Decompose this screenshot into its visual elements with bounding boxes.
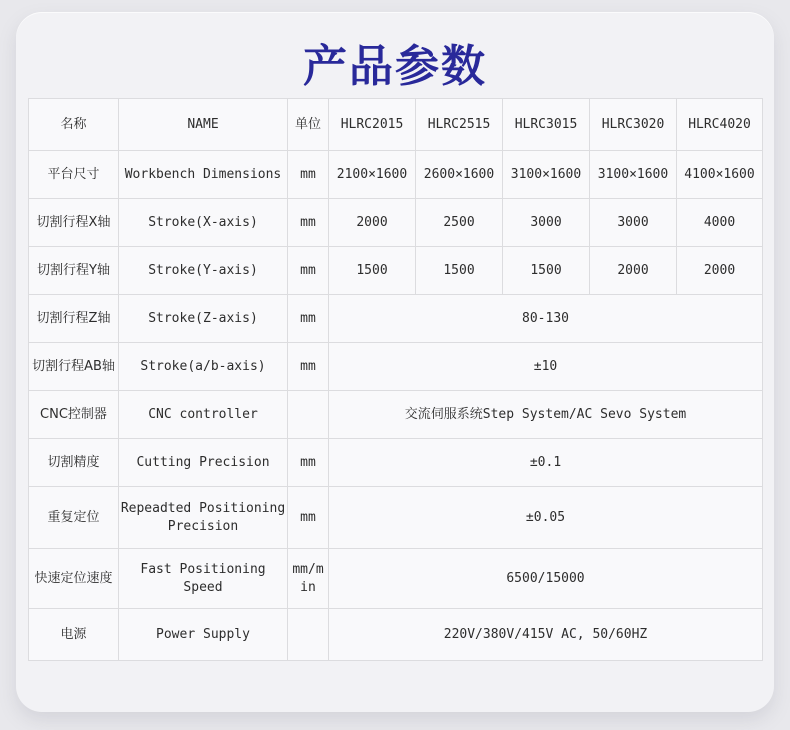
header-model-4: HLRC3020: [590, 99, 677, 151]
row-name-cn: 切割精度: [29, 439, 119, 487]
row-name-en: Fast Positioning Speed: [119, 549, 288, 609]
value-cell: 2000: [590, 247, 677, 295]
header-unit: 单位: [288, 99, 329, 151]
row-name-cn: 切割行程X轴: [29, 199, 119, 247]
row-name-cn: 切割行程AB轴: [29, 343, 119, 391]
row-name-en: Power Supply: [119, 609, 288, 661]
page-title: 产品参数: [303, 41, 487, 92]
row-unit: mm: [288, 439, 329, 487]
value-cell: 2600×1600: [416, 151, 503, 199]
row-unit: mm: [288, 343, 329, 391]
row-unit: [288, 609, 329, 661]
row-name-en: CNC controller: [119, 391, 288, 439]
row-unit: mm: [288, 487, 329, 549]
value-cell: 1500: [503, 247, 590, 295]
row-name-cn: 电源: [29, 609, 119, 661]
header-name-cn: 名称: [29, 99, 119, 151]
value-cell: 4100×1600: [677, 151, 763, 199]
row-unit: mm: [288, 199, 329, 247]
span-value-cell: ±10: [329, 343, 763, 391]
value-cell: 3100×1600: [590, 151, 677, 199]
span-value-cell: 220V/380V/415V AC, 50/60HZ: [329, 609, 763, 661]
value-cell: 2000: [677, 247, 763, 295]
table-row: [29, 549, 763, 609]
table-header-row: [29, 99, 763, 151]
table-row: [29, 609, 763, 661]
header-model-1: HLRC2015: [329, 99, 416, 151]
row-name-en: Stroke(X-axis): [119, 199, 288, 247]
header-name-en: NAME: [119, 99, 288, 151]
row-name-en: Workbench Dimensions: [119, 151, 288, 199]
row-name-cn: 切割行程Y轴: [29, 247, 119, 295]
value-cell: 1500: [329, 247, 416, 295]
row-unit: [288, 391, 329, 439]
table-row: [29, 295, 763, 343]
row-unit: mm: [288, 295, 329, 343]
row-name-cn: CNC控制器: [29, 391, 119, 439]
table-row: [29, 487, 763, 549]
value-cell: 2100×1600: [329, 151, 416, 199]
row-unit: mm: [288, 247, 329, 295]
table-row: [29, 439, 763, 487]
value-cell: 1500: [416, 247, 503, 295]
row-name-cn: 重复定位: [29, 487, 119, 549]
row-name-en: Stroke(Y-axis): [119, 247, 288, 295]
span-value-cell: 交流伺服系统Step System/AC Sevo System: [329, 391, 763, 439]
value-cell: 3000: [590, 199, 677, 247]
row-name-en: Cutting Precision: [119, 439, 288, 487]
span-value-cell: ±0.05: [329, 487, 763, 549]
value-cell: 2500: [416, 199, 503, 247]
row-unit: mm/min: [288, 549, 329, 609]
table-row: [29, 247, 763, 295]
spec-table: [28, 98, 763, 661]
value-cell: 3100×1600: [503, 151, 590, 199]
value-cell: 2000: [329, 199, 416, 247]
row-name-en: Repeadted Positioning Precision: [119, 487, 288, 549]
row-name-cn: 快速定位速度: [29, 549, 119, 609]
table-row: [29, 151, 763, 199]
table-row: [29, 199, 763, 247]
span-value-cell: ±0.1: [329, 439, 763, 487]
span-value-cell: 80-130: [329, 295, 763, 343]
header-model-5: HLRC4020: [677, 99, 763, 151]
value-cell: 4000: [677, 199, 763, 247]
row-name-cn: 切割行程Z轴: [29, 295, 119, 343]
header-model-3: HLRC3015: [503, 99, 590, 151]
table-row: [29, 343, 763, 391]
value-cell: 3000: [503, 199, 590, 247]
row-name-cn: 平台尺寸: [29, 151, 119, 199]
row-name-en: Stroke(a/b-axis): [119, 343, 288, 391]
table-row: [29, 391, 763, 439]
header-model-2: HLRC2515: [416, 99, 503, 151]
span-value-cell: 6500/15000: [329, 549, 763, 609]
row-name-en: Stroke(Z-axis): [119, 295, 288, 343]
row-unit: mm: [288, 151, 329, 199]
